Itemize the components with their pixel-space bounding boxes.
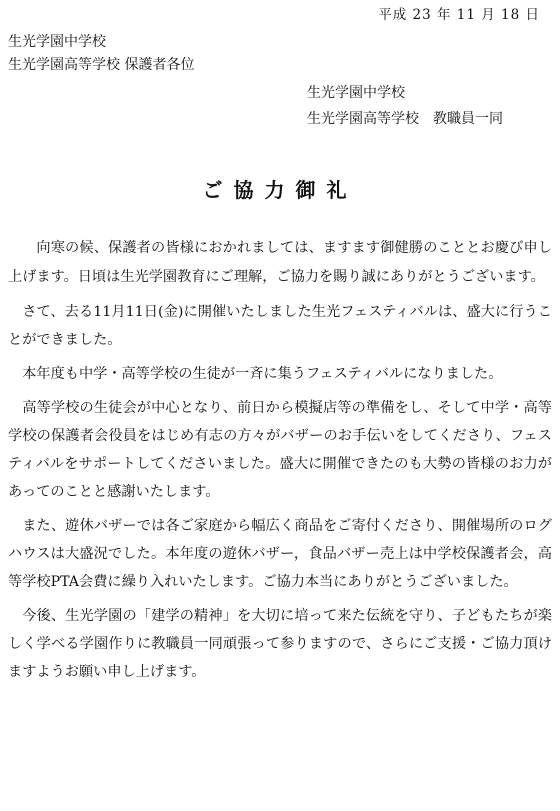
body-paragraph: 高等学校の生徒会が中心となり、前日から模擬店等の準備をし、そして中学・高等学校の保護者会役員をはじめ有志の方々がバザーのお手伝いをしてくださり、フェスティバルをサポートしてくださいました。盛大に開催できたのも大勢の皆様のお力があってのことと感謝いたします。	[8, 400, 552, 500]
sender-line: 生光学園中学校	[307, 85, 405, 101]
sender-line: 生光学園高等学校 教職員一同	[307, 111, 503, 127]
body-paragraph: さて、去る11月11日(金)に開催いたしました生光フェスティバルは、盛大に行うことができました。	[8, 304, 552, 348]
body-paragraph: また、遊休バザーでは各ご家庭から幅広く商品をご寄付くださり、開催場所のログハウスは大盛況でした。本年度の遊休バザー，食品バザー売上は中学校保護者会，高等学校PTA会費に繰り入れいたします。ご協力本当にありがとうございました。	[8, 518, 552, 590]
body-paragraph: 本年度も中学・高等学校の生徒が一斉に集うフェスティバルになりました。	[22, 366, 503, 382]
body-paragraph: 向寒の候、保護者の皆様におかれましては、ますます御健勝のこととお慶び申し上げます。日頃は生光学園教育にご理解，ご協力を賜り誠にありがとうございます。	[8, 240, 552, 285]
body-paragraph: 今後、生光学園の「建学の精神」を大切に培って来た伝統を守り、子どもたちが楽しく学べる学園作りに教職員一同頑張って参りますので、さらにご支援・ご協力頂けますようお願い申し上げます。	[8, 608, 552, 680]
recipient-block	[8, 31, 194, 77]
recipient-line: 生光学園中学校	[8, 34, 106, 50]
letter-title: ご協力御礼	[202, 178, 358, 202]
sender-block	[307, 80, 503, 132]
letter-body	[8, 234, 552, 692]
letter-date: 平成 23 年 11 月 18 日	[378, 7, 540, 23]
recipient-line: 生光学園高等学校 保護者各位	[8, 57, 195, 73]
